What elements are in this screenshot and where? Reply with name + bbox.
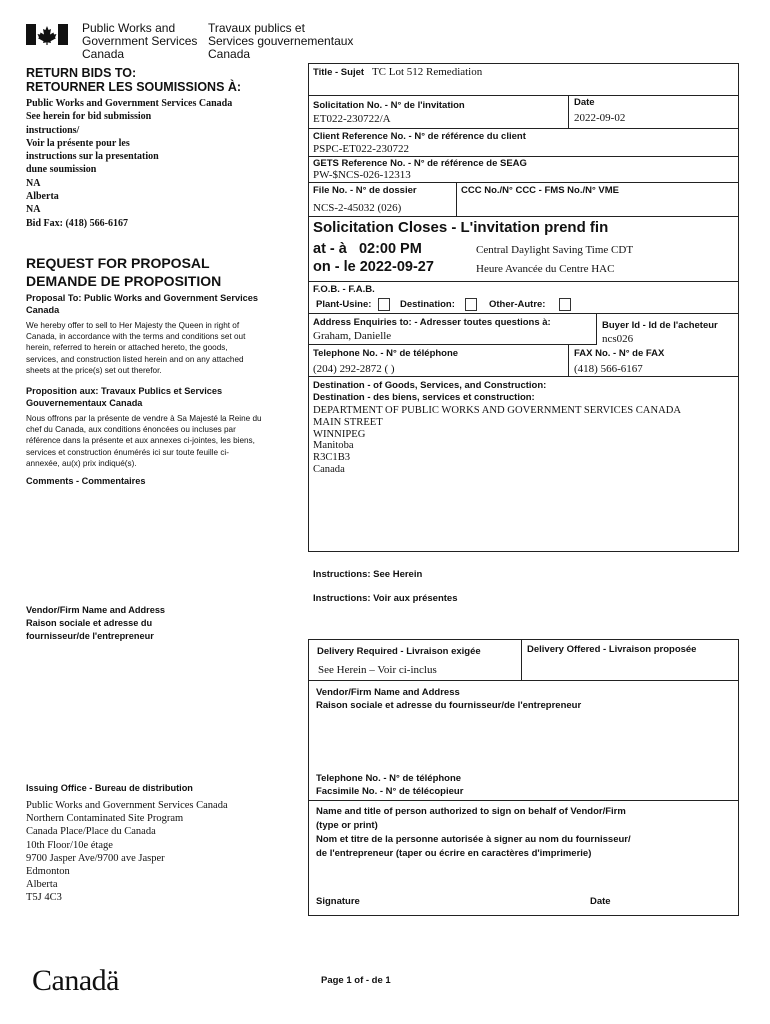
vendor-left-line2: Raison sociale et adresse du <box>26 618 153 628</box>
ccc-label: CCC No./N° CCC - FMS No./N° VME <box>461 185 620 196</box>
title-label: Title - Sujet <box>313 67 365 78</box>
other-label: Other-Autre: <box>489 299 546 310</box>
other-checkbox[interactable] <box>559 298 571 311</box>
telephone-value: (204) 292-2872 ( ) <box>313 363 395 375</box>
file-label: File No. - N° de dossier <box>313 185 417 196</box>
dept-fr-line3: Canada <box>208 47 251 61</box>
delivery-offered-label: Delivery Offered - Livraison proposée <box>527 644 697 655</box>
telephone-label: Telephone No. - N° de téléphone <box>313 348 459 359</box>
vendor-facsimile-label: Facsimile No. - N° de télécopieur <box>316 786 464 797</box>
timezone-en: Central Daylight Saving Time CDT <box>476 244 634 256</box>
address-enquiries-label: Address Enquiries to: - Adresser toutes questions à: <box>313 317 551 328</box>
delivery-required-value: See Herein – Voir ci-inclus <box>318 664 437 676</box>
issuing-office-label: Issuing Office - Bureau de distribution <box>26 783 193 793</box>
vendor-left-line1: Vendor/Firm Name and Address <box>26 605 166 615</box>
timezone-block <box>476 241 633 279</box>
issuing-office-address: Public Works and Government Services Canada Northern Contaminated Site Program Canada Place/Place du Canada 10th Floor/10e étage 9700 Jasper Ave/9700 ave Jasper Edmonton Alberta T5J 4C3 <box>26 800 228 904</box>
destination-value: DEPARTMENT OF PUBLIC WORKS AND GOVERNMENT SERVICES CANADA MAIN STREET WINNIPEG Manitoba R3C1B3 Canada <box>313 405 682 475</box>
fob-label: F.O.B. - F.A.B. <box>313 284 375 295</box>
solicitation-value: ET022-230722/A <box>313 113 391 125</box>
delivery-required-label: Delivery Required - Livraison exigée <box>317 646 481 657</box>
solicitation-label: Solicitation No. - N° de l'invitation <box>313 100 465 111</box>
file-value: NCS-2-45032 (026) <box>313 202 402 214</box>
rfp-title-fr: DEMANDE DE PROPOSITION <box>26 273 222 289</box>
closing-date-value: 2022-09-27 <box>359 259 434 275</box>
gets-label: GETS Reference No. - N° de référence de SEAG <box>313 158 527 169</box>
client-ref-value: PSPC-ET022-230722 <box>313 143 409 155</box>
proposal-to-text: We hereby offer to sell to Her Majesty the Queen in right of Canada, in accordance with the terms and conditions set out herein, referred to herein or attached hereto, the goods, services, and construction listed herein and on any attached sheets at the price(s) set out therefor. <box>26 321 246 375</box>
destination-label <box>313 380 546 404</box>
rfp-heading <box>26 254 221 290</box>
canada-wordmark: Canadä <box>32 964 119 997</box>
title-field <box>313 66 482 78</box>
rfp-title-en: REQUEST FOR PROPOSAL <box>26 255 210 271</box>
vendor-left-label <box>26 604 165 643</box>
page-number: Page 1 of - de 1 <box>321 975 391 986</box>
return-bids-title-fr: RETOURNER LES SOUMISSIONS À: <box>26 80 242 94</box>
closes-time <box>313 240 434 276</box>
vendor-label-en: Vendor/Firm Name and Address <box>316 687 460 698</box>
vendor-name-input[interactable] <box>312 713 736 769</box>
dept-fr-line1: Travaux publics et <box>208 21 305 35</box>
department-name-en <box>82 22 197 61</box>
buyer-id-label: Buyer Id - Id de l'acheteur <box>602 320 718 331</box>
instructions-fr: Instructions: Voir aux présentes <box>313 593 458 604</box>
authorized-signer-label: Name and title of person authorized to sign on behalf of Vendor/Firm (type or print) Nom et titre de la personne autorisée à signer au nom du fournisseur/ de l'entrepreneur (taper ou écrire en caractères d'imprimerie) <box>316 806 631 859</box>
date-value: 2022-09-02 <box>574 112 626 124</box>
buyer-id-value: ncs026 <box>602 333 634 345</box>
department-name-fr <box>208 22 353 61</box>
instructions-en: Instructions: See Herein <box>313 569 423 580</box>
destination-checkbox[interactable] <box>465 298 477 311</box>
vendor-contact-labels <box>316 772 463 798</box>
at-label: at - à <box>313 241 347 257</box>
dept-en-line3: Canada <box>82 47 125 61</box>
vendor-left-line3: fournisseur/de l'entrepreneur <box>26 631 154 641</box>
address-enquiries-value: Graham, Danielle <box>313 330 392 342</box>
return-bids-title-en: RETURN BIDS TO: <box>26 66 137 80</box>
timezone-fr: Heure Avancée du Centre HAC <box>476 263 615 275</box>
destination-label-fr: Destination - des biens, services et construction: <box>313 392 535 403</box>
proposition-label: Proposition aux: Travaux Publics et Services Gouvernementaux Canada <box>26 386 223 408</box>
maple-leaf-flag-icon <box>26 24 68 45</box>
gets-value: PW-$NCS-026-12313 <box>313 169 411 181</box>
date-label: Date <box>574 97 595 108</box>
vendor-label-fr: Raison sociale et adresse du fournisseur/de l'entrepreneur <box>316 700 582 711</box>
fax-label: FAX No. - N° de FAX <box>574 348 665 359</box>
vendor-telephone-label: Telephone No. - N° de téléphone <box>316 773 462 784</box>
on-label: on - le <box>313 259 356 275</box>
proposal-to-label: Proposal To: Public Works and Government Services Canada <box>26 293 258 315</box>
authorized-signer-input[interactable] <box>312 862 736 892</box>
closing-time-value: 02:00 PM <box>358 241 422 257</box>
signature-label: Signature <box>316 896 360 907</box>
plant-checkbox[interactable] <box>378 298 390 311</box>
dept-en-line1: Public Works and <box>82 21 176 35</box>
comments-label: Comments - Commentaires <box>26 476 146 486</box>
destination-cb-label: Destination: <box>400 299 455 310</box>
return-bids-address: Public Works and Government Services Canada See herein for bid submission instructions/ Voir la présente pour les instructions sur la presentation dune soumission NA Alberta NA Bid Fax: (418) 566-6167 <box>26 98 233 229</box>
fax-value: (418) 566-6167 <box>574 363 643 375</box>
destination-label-en: Destination - of Goods, Services, and Construction: <box>313 380 547 391</box>
client-ref-label: Client Reference No. - N° de référence du client <box>313 131 526 142</box>
proposition-text: Nous offrons par la présente de vendre à Sa Majesté la Reine du chef du Canada, aux conditions énoncées ou incluses par référence dans la présente et aux annexes ci-jointes, les biens, services et construction énumérés ici sur toute feuille ci-annexée, au(x) prix indiqué(s). <box>26 414 262 468</box>
vendor-name-label <box>316 686 581 712</box>
plant-label: Plant-Usine: <box>316 299 372 310</box>
dept-fr-line2: Services gouvernementaux <box>208 34 354 48</box>
signature-date-label: Date <box>590 896 611 907</box>
dept-en-line2: Government Services <box>82 34 198 48</box>
canada-flag-logo <box>26 24 68 45</box>
title-value: TC Lot 512 Remediation <box>371 66 483 78</box>
return-bids-heading <box>26 66 241 94</box>
closes-title: Solicitation Closes - L'invitation prend fin <box>313 219 609 236</box>
